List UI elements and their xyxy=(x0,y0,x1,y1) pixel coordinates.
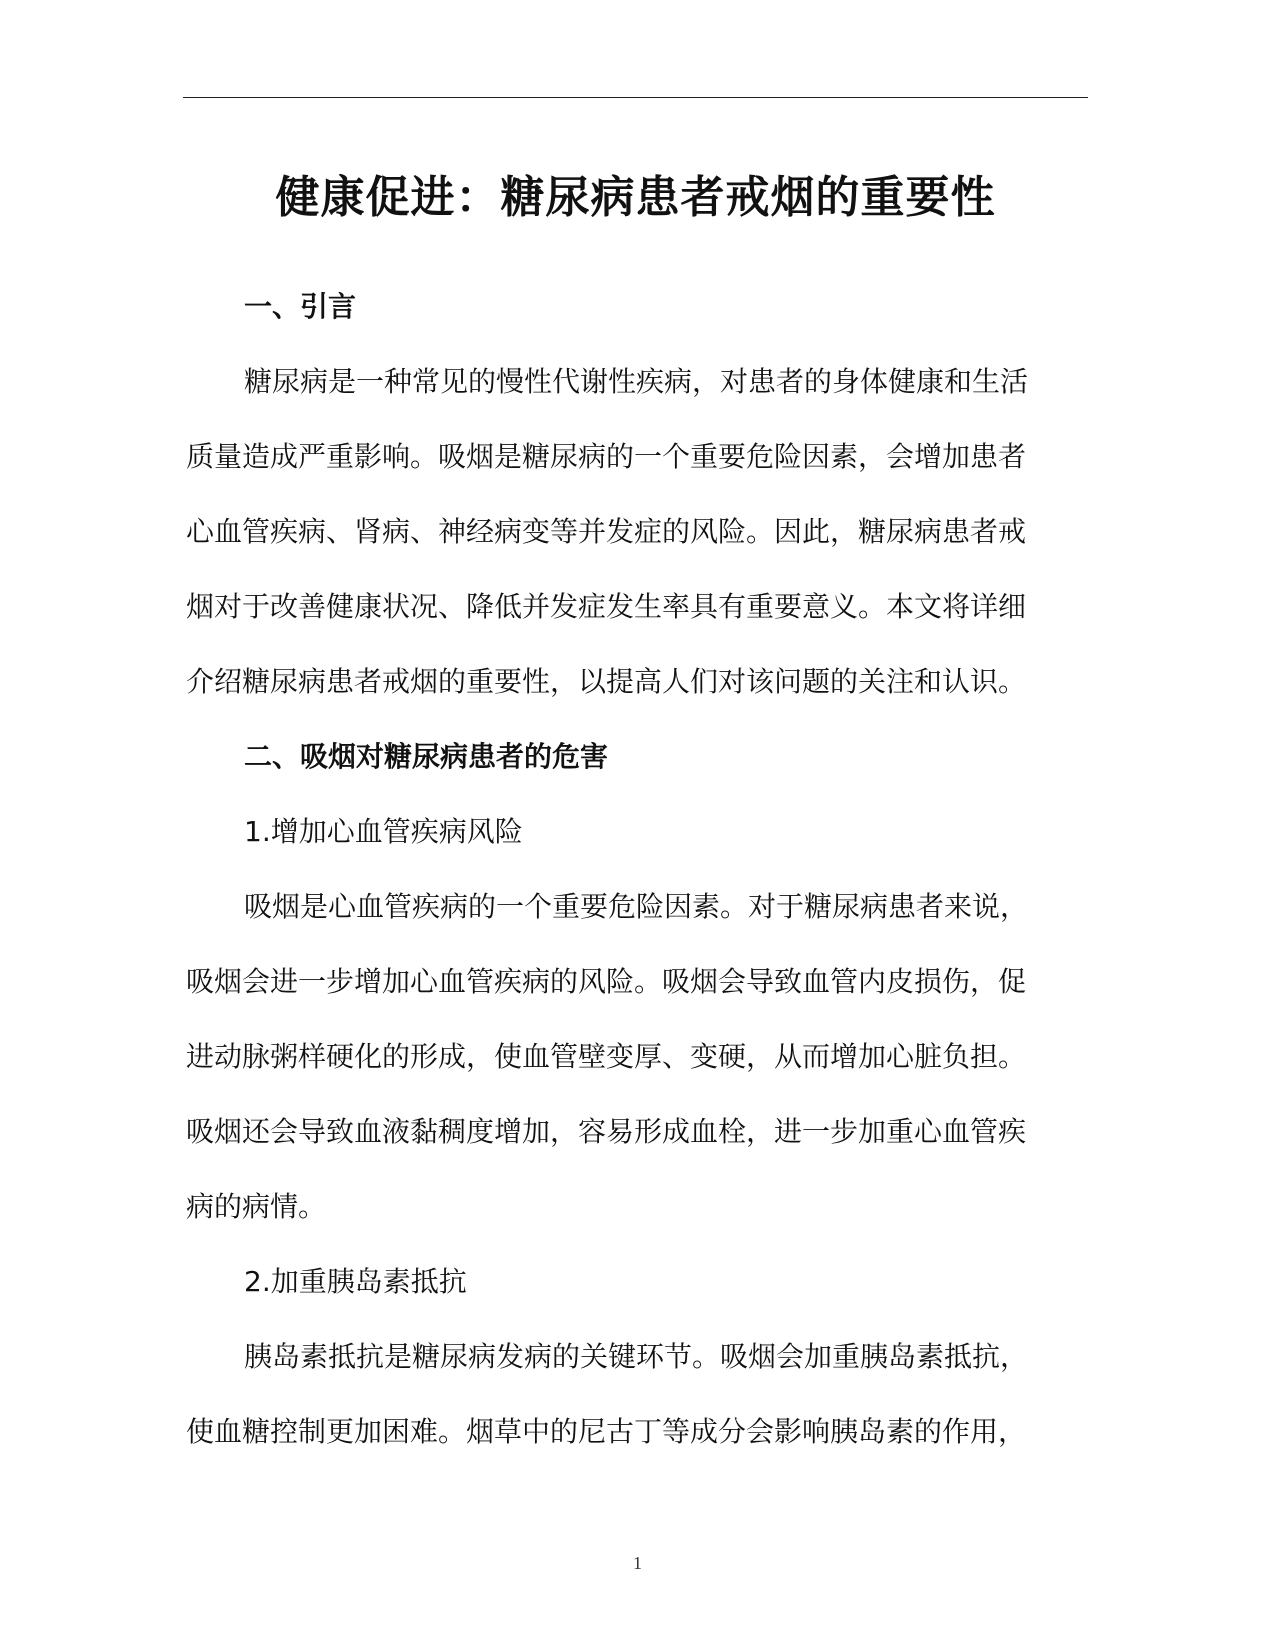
header-rule xyxy=(183,97,1088,98)
paragraph-line: 心血管疾病、肾病、神经病变等并发症的风险。因此，糖尿病患者戒 xyxy=(186,515,1027,548)
paragraph-line: 胰岛素抵抗是糖尿病发病的关键环节。吸烟会加重胰岛素抵抗， xyxy=(244,1340,1029,1373)
paragraph-line: 进动脉粥样硬化的形成，使血管壁变厚、变硬，从而增加心脏负担。 xyxy=(186,1040,1027,1073)
paragraph-line: 烟对于改善健康状况、降低并发症发生率具有重要意义。本文将详细 xyxy=(186,590,1027,623)
paragraph-line: 糖尿病是一种常见的慢性代谢性疾病，对患者的身体健康和生活 xyxy=(244,365,1029,398)
subheading-cardiovascular-risk: 1.增加心血管疾病风险 xyxy=(244,815,523,848)
section-heading-smoking-harms: 二、吸烟对糖尿病患者的危害 xyxy=(244,740,609,773)
paragraph-line: 病的病情。 xyxy=(186,1190,327,1223)
subheading-insulin-resistance: 2.加重胰岛素抵抗 xyxy=(244,1265,467,1298)
paragraph-line: 吸烟会进一步增加心血管疾病的风险。吸烟会导致血管内皮损伤，促 xyxy=(186,965,1027,998)
paragraph-line: 介绍糖尿病患者戒烟的重要性，以提高人们对该问题的关注和认识。 xyxy=(186,665,1027,698)
paragraph-line: 吸烟是心血管疾病的一个重要危险因素。对于糖尿病患者来说， xyxy=(244,890,1029,923)
document-title: 健康促进：糖尿病患者戒烟的重要性 xyxy=(275,172,996,223)
paragraph-line: 吸烟还会导致血液黏稠度增加，容易形成血栓，进一步加重心血管疾 xyxy=(186,1115,1027,1148)
paragraph-line: 使血糖控制更加困难。烟草中的尼古丁等成分会影响胰岛素的作用， xyxy=(186,1415,1027,1448)
page-number: 1 xyxy=(633,1553,642,1573)
section-heading-introduction: 一、引言 xyxy=(244,290,357,323)
paragraph-line: 质量造成严重影响。吸烟是糖尿病的一个重要危险因素，会增加患者 xyxy=(186,440,1027,473)
document-body xyxy=(186,269,1076,1469)
